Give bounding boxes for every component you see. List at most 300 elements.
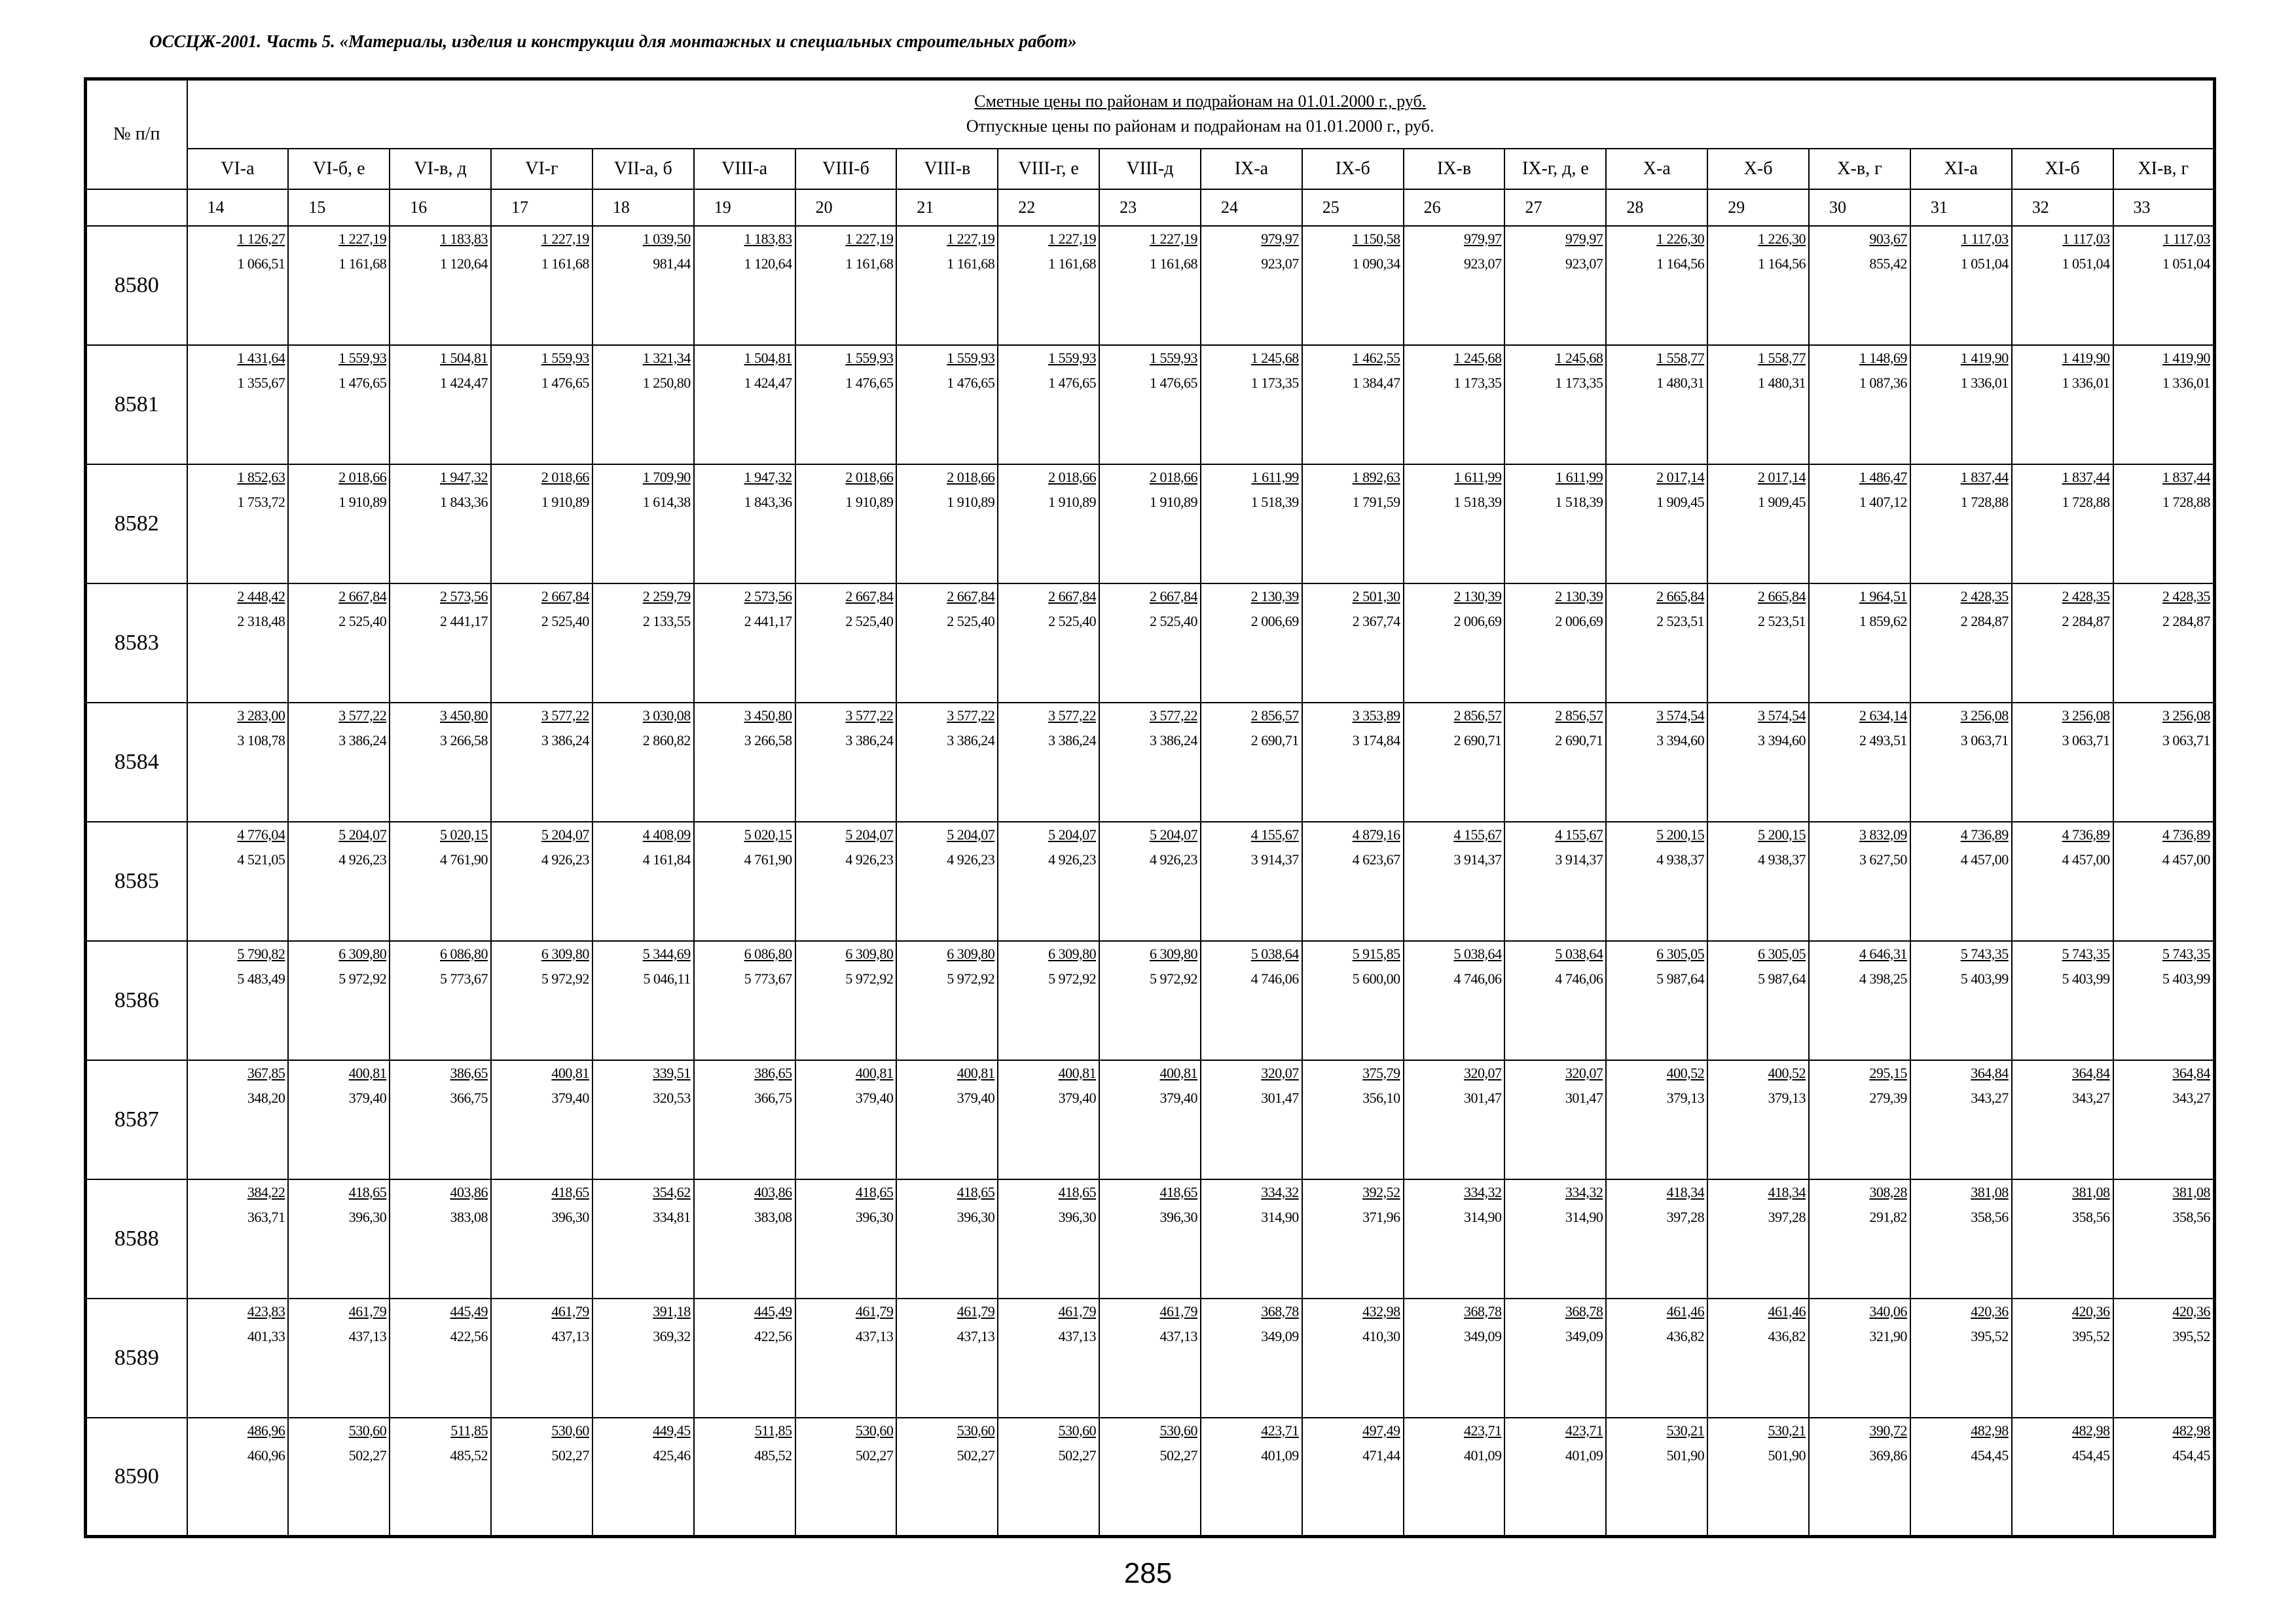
estimate-price: 1 611,99 [1454,468,1502,485]
price-cell [998,703,1099,822]
estimate-price: 367,85 [247,1064,285,1081]
column-number: 31 [1910,189,2012,226]
release-price: 437,13 [957,1327,995,1344]
price-cell [1302,583,1404,703]
release-price: 2 493,51 [1859,731,1907,748]
price-cell [187,464,289,583]
price-cell [1809,941,1910,1060]
price-cell [491,1299,592,1418]
district-header: X-в, г [1809,149,1910,189]
price-cell [1099,583,1201,703]
estimate-price: 5 344,69 [642,945,691,962]
price-cell [1404,1179,1505,1299]
release-price: 2 690,71 [1453,731,1502,748]
estimate-price: 391,18 [653,1302,691,1320]
estimate-price: 2 634,14 [1859,707,1907,724]
release-price: 2 860,82 [642,731,691,748]
release-price: 1 843,36 [744,493,792,510]
price-cell [592,703,694,822]
column-number: 14 [187,189,289,226]
release-price: 1 336,01 [2162,374,2210,391]
price-cell [795,583,897,703]
price-cell [1910,1060,2012,1179]
district-header: IX-в [1404,149,1505,189]
release-price: 4 926,23 [541,851,589,868]
release-price: 1 859,62 [1859,612,1907,629]
estimate-price: 2 667,84 [845,587,894,604]
district-header: VIII-д [1099,149,1201,189]
estimate-price: 1 558,77 [1758,349,1806,366]
release-price: 2 367,74 [1352,612,1400,629]
price-cell [2012,1299,2113,1418]
estimate-price: 390,72 [1869,1422,1907,1439]
estimate-price: 6 309,80 [338,945,387,962]
price-cell [1910,822,2012,941]
price-cell [896,464,998,583]
price-cell [795,703,897,822]
price-cell [1302,941,1404,1060]
price-cell [2113,464,2215,583]
column-number: 33 [2113,189,2215,226]
release-price: 1 480,31 [1758,374,1806,391]
district-header: VIII-в [896,149,998,189]
estimate-price: 6 309,80 [1149,945,1197,962]
estimate-price: 340,06 [1869,1302,1907,1320]
estimate-price: 295,15 [1869,1064,1907,1081]
estimate-price: 400,81 [855,1064,894,1081]
estimate-price: 6 309,80 [947,945,995,962]
estimate-price: 418,65 [855,1183,894,1200]
price-cell [694,583,795,703]
price-cell [491,1418,592,1537]
estimate-price: 420,36 [2072,1302,2110,1320]
price-cell [998,822,1099,941]
estimate-price: 1 227,19 [845,230,894,247]
estimate-price: 2 018,66 [541,468,589,485]
release-price: 397,28 [1666,1208,1705,1225]
item-number: 8588 [86,1179,187,1299]
price-cell [1201,345,1302,464]
estimate-price: 2 856,57 [1555,707,1603,724]
price-cell [1707,822,1809,941]
release-price: 436,82 [1768,1327,1806,1344]
release-price: 349,09 [1261,1327,1299,1344]
price-cell [1504,1179,1606,1299]
estimate-price-title: Сметные цены по районам и подрайонам на 01.01.2000 г., руб. [974,92,1427,111]
estimate-price: 1 183,83 [744,230,792,247]
price-cell [390,464,491,583]
price-cell [1201,464,1302,583]
release-price: 1 161,68 [1048,255,1097,272]
estimate-price: 2 667,84 [947,587,995,604]
price-cell [2012,226,2113,345]
price-cell [1404,464,1505,583]
estimate-price: 511,85 [450,1422,488,1439]
estimate-price: 461,79 [551,1302,589,1320]
release-price: 4 398,25 [1859,970,1907,987]
price-cell [998,583,1099,703]
estimate-price: 1 226,30 [1656,230,1705,247]
estimate-price: 1 559,93 [845,349,894,366]
estimate-price: 979,97 [1261,230,1299,247]
release-price: 5 987,64 [1758,970,1806,987]
district-header: VI-в, д [390,149,491,189]
estimate-price: 530,21 [1768,1422,1806,1439]
price-cell [390,583,491,703]
estimate-price: 420,36 [2172,1302,2210,1320]
item-number: 8587 [86,1060,187,1179]
release-price: 1 910,89 [338,493,387,510]
price-cell [1302,1418,1404,1537]
release-price: 1 518,39 [1250,493,1299,510]
release-price: 1 051,04 [2162,255,2210,272]
price-cell [998,464,1099,583]
price-cell [1099,1418,1201,1537]
estimate-price: 1 117,03 [2062,230,2110,247]
release-price: 5 972,92 [541,970,589,987]
release-price: 1 909,45 [1656,493,1705,510]
release-price: 1 518,39 [1453,493,1502,510]
column-number: 17 [491,189,592,226]
release-price: 1 480,31 [1656,374,1705,391]
estimate-price: 1 419,90 [1960,349,2009,366]
release-price: 437,13 [348,1327,387,1344]
estimate-price: 1 148,69 [1859,349,1907,366]
item-number: 8585 [86,822,187,941]
release-price: 358,56 [2072,1208,2110,1225]
estimate-price: 1 183,83 [440,230,488,247]
price-cell [2012,703,2113,822]
release-price: 4 457,00 [1960,851,2009,868]
estimate-price: 381,08 [2072,1183,2110,1200]
price-cell [1809,1418,1910,1537]
item-number: 8580 [86,226,187,345]
estimate-price: 1 504,81 [744,349,792,366]
release-price: 379,40 [957,1089,995,1106]
column-number: 21 [896,189,998,226]
estimate-price: 1 611,99 [1251,468,1299,485]
price-cell [694,703,795,822]
price-body [86,226,2215,1537]
estimate-price: 2 573,56 [440,587,488,604]
release-price: 401,09 [1463,1447,1502,1464]
release-price: 1 910,89 [1048,493,1097,510]
estimate-price: 364,84 [2172,1064,2210,1081]
price-cell [1606,1299,1707,1418]
estimate-price: 5 790,82 [237,945,285,962]
release-price: 1 476,65 [338,374,387,391]
estimate-price: 1 117,03 [2162,230,2210,247]
estimate-price: 418,65 [551,1183,589,1200]
price-cell [694,1060,795,1179]
district-header: X-а [1606,149,1707,189]
estimate-price: 530,60 [551,1422,589,1439]
column-number: 20 [795,189,897,226]
estimate-price: 1 559,93 [541,349,589,366]
price-cell [491,822,592,941]
estimate-price: 2 501,30 [1352,587,1400,604]
price-cell [694,345,795,464]
price-cell [491,1179,592,1299]
price-cell [187,1179,289,1299]
price-cell [390,941,491,1060]
price-cell [1099,345,1201,464]
estimate-price: 5 204,07 [1048,826,1097,843]
release-price: 1 161,68 [541,255,589,272]
estimate-price: 5 743,35 [1960,945,2009,962]
release-price: 2 525,40 [1149,612,1197,629]
price-cell [1302,1299,1404,1418]
estimate-price: 423,71 [1261,1422,1299,1439]
estimate-price: 511,85 [754,1422,792,1439]
release-price: 314,90 [1565,1208,1603,1225]
estimate-price: 2 017,14 [1758,468,1806,485]
price-cell [1302,1179,1404,1299]
release-price: 4 746,06 [1555,970,1603,987]
estimate-price: 418,65 [957,1183,995,1200]
estimate-price: 2 130,39 [1453,587,1502,604]
price-cell [1606,1418,1707,1537]
release-price: 1 336,01 [1960,374,2009,391]
estimate-price: 3 256,08 [1960,707,2009,724]
price-cell [592,345,694,464]
estimate-price: 320,07 [1565,1064,1603,1081]
price-cell [390,822,491,941]
release-price: 5 987,64 [1656,970,1705,987]
price-cell [1606,464,1707,583]
price-cell [1606,941,1707,1060]
price-cell [288,226,390,345]
release-price: 3 174,84 [1352,731,1400,748]
price-cell [1504,941,1606,1060]
district-header: VI-а [187,149,289,189]
release-price: 3 386,24 [338,731,387,748]
price-cell [1302,464,1404,583]
price-cell [998,1418,1099,1537]
release-price: 349,09 [1565,1327,1603,1344]
estimate-price: 1 419,90 [2062,349,2110,366]
price-cell [187,1418,289,1537]
price-cell [2012,345,2113,464]
estimate-price: 3 450,80 [440,707,488,724]
release-price: 485,52 [754,1447,792,1464]
estimate-price: 418,65 [1058,1183,1097,1200]
price-cell [390,1299,491,1418]
release-price: 425,46 [653,1447,691,1464]
price-cell [1404,226,1505,345]
release-price: 1 424,47 [744,374,792,391]
estimate-price: 2 018,66 [338,468,387,485]
estimate-price: 461,46 [1666,1302,1705,1320]
price-cell [896,1418,998,1537]
estimate-price: 2 667,84 [338,587,387,604]
price-cell [2113,1299,2215,1418]
column-number: 16 [390,189,491,226]
price-cell [896,1060,998,1179]
price-cell [1910,703,2012,822]
district-header: VII-а, б [592,149,694,189]
release-price: 2 133,55 [642,612,691,629]
release-price: 422,56 [754,1327,792,1344]
price-cell [187,345,289,464]
price-table [84,77,2216,1538]
price-cell [1504,464,1606,583]
release-price: 437,13 [1058,1327,1097,1344]
price-cell [896,1179,998,1299]
column-number: 28 [1606,189,1707,226]
item-number: 8590 [86,1418,187,1537]
release-price: 1 476,65 [845,374,894,391]
release-price: 454,45 [2172,1447,2210,1464]
release-price: 1 250,80 [642,374,691,391]
price-cell [1201,1299,1302,1418]
release-price: 4 926,23 [1048,851,1097,868]
column-number: 29 [1707,189,1809,226]
release-price: 320,53 [653,1089,691,1106]
estimate-price: 530,21 [1666,1422,1705,1439]
release-price: 981,44 [653,255,691,272]
release-price: 3 386,24 [541,731,589,748]
release-price: 321,90 [1869,1327,1907,1344]
release-price: 366,75 [754,1089,792,1106]
estimate-price: 334,32 [1261,1183,1299,1200]
price-cell [187,583,289,703]
estimate-price: 497,49 [1362,1422,1400,1439]
price-cell [491,464,592,583]
estimate-price: 6 086,80 [440,945,488,962]
price-cell [694,226,795,345]
price-cell [1302,703,1404,822]
release-price: 501,90 [1768,1447,1806,1464]
release-price: 2 284,87 [1960,612,2009,629]
release-price: 358,56 [1971,1208,2009,1225]
estimate-price: 1 117,03 [1961,230,2009,247]
estimate-price: 381,08 [2172,1183,2210,1200]
estimate-price: 2 017,14 [1656,468,1705,485]
district-header: IX-а [1201,149,1302,189]
release-price: 5 046,11 [643,970,691,987]
price-cell [1809,464,1910,583]
release-price: 3 914,37 [1453,851,1502,868]
release-price: 369,32 [653,1327,691,1344]
estimate-price: 3 832,09 [1859,826,1907,843]
release-price: 1 910,89 [947,493,995,510]
district-header: VI-б, е [288,149,390,189]
estimate-price: 384,22 [247,1183,285,1200]
price-cell [1504,822,1606,941]
release-price: 3 063,71 [2162,731,2210,748]
release-price: 383,08 [450,1208,488,1225]
estimate-price: 2 428,35 [2062,587,2110,604]
price-cell [1910,345,2012,464]
release-price: 379,40 [1058,1089,1097,1106]
price-cell [2113,583,2215,703]
table-row [86,464,2215,583]
release-price: 1 355,67 [237,374,285,391]
price-cell [1809,1179,1910,1299]
price-cell [1606,226,1707,345]
price-cell [2012,941,2113,1060]
price-cell [1504,583,1606,703]
price-cell [694,1179,795,1299]
release-price: 396,30 [348,1208,387,1225]
district-header: X-б [1707,149,1809,189]
estimate-price: 2 428,35 [2162,587,2210,604]
price-cell [390,1418,491,1537]
release-price: 502,27 [348,1447,387,1464]
estimate-price: 445,49 [754,1302,792,1320]
price-cell [1707,1060,1809,1179]
release-price: 410,30 [1362,1327,1400,1344]
price-cell [1707,464,1809,583]
release-price: 1 164,56 [1758,255,1806,272]
release-price: 4 926,23 [947,851,995,868]
price-cell [2113,1418,2215,1537]
release-price: 1 843,36 [440,493,488,510]
price-cell [1404,941,1505,1060]
release-price: 2 690,71 [1250,731,1299,748]
price-cell [1910,1299,2012,1418]
estimate-price: 5 743,35 [2062,945,2110,962]
release-price: 401,09 [1565,1447,1603,1464]
estimate-price: 4 408,09 [642,826,691,843]
estimate-price: 418,65 [348,1183,387,1200]
estimate-price: 1 559,93 [1149,349,1197,366]
release-price: 396,30 [1159,1208,1197,1225]
estimate-price: 3 450,80 [744,707,792,724]
release-price: 279,39 [1869,1089,1907,1106]
price-cell [1504,1418,1606,1537]
release-price: 1 476,65 [541,374,589,391]
price-cell [187,1060,289,1179]
estimate-price: 400,81 [1058,1064,1097,1081]
release-price: 460,96 [247,1447,285,1464]
estimate-price: 2 130,39 [1555,587,1603,604]
release-price: 5 403,99 [2062,970,2110,987]
district-header: XI-в, г [2113,149,2215,189]
estimate-price: 482,98 [2072,1422,2110,1439]
price-cell [592,941,694,1060]
release-price: 2 523,51 [1758,612,1806,629]
price-cell [2113,941,2215,1060]
district-header: IX-г, д, е [1504,149,1606,189]
estimate-price: 3 256,08 [2062,707,2110,724]
release-price: 5 483,49 [237,970,285,987]
estimate-price: 354,62 [653,1183,691,1200]
price-cell [288,583,390,703]
release-price: 4 926,23 [338,851,387,868]
price-cell [1302,822,1404,941]
release-price: 314,90 [1261,1208,1299,1225]
price-cell [288,1299,390,1418]
release-price: 1 909,45 [1758,493,1806,510]
release-price: 349,09 [1463,1327,1502,1344]
release-price: 301,47 [1463,1089,1502,1106]
estimate-price: 530,60 [348,1422,387,1439]
price-cell [2012,464,2113,583]
price-cell [1707,345,1809,464]
release-price: 3 394,60 [1656,731,1705,748]
price-cell [1201,226,1302,345]
estimate-price: 1 227,19 [338,230,387,247]
price-cell [1201,583,1302,703]
price-cell [795,1179,897,1299]
price-cell [1302,345,1404,464]
item-number: 8582 [86,464,187,583]
price-cell [1910,226,2012,345]
price-cell [896,941,998,1060]
price-cell [1404,1060,1505,1179]
